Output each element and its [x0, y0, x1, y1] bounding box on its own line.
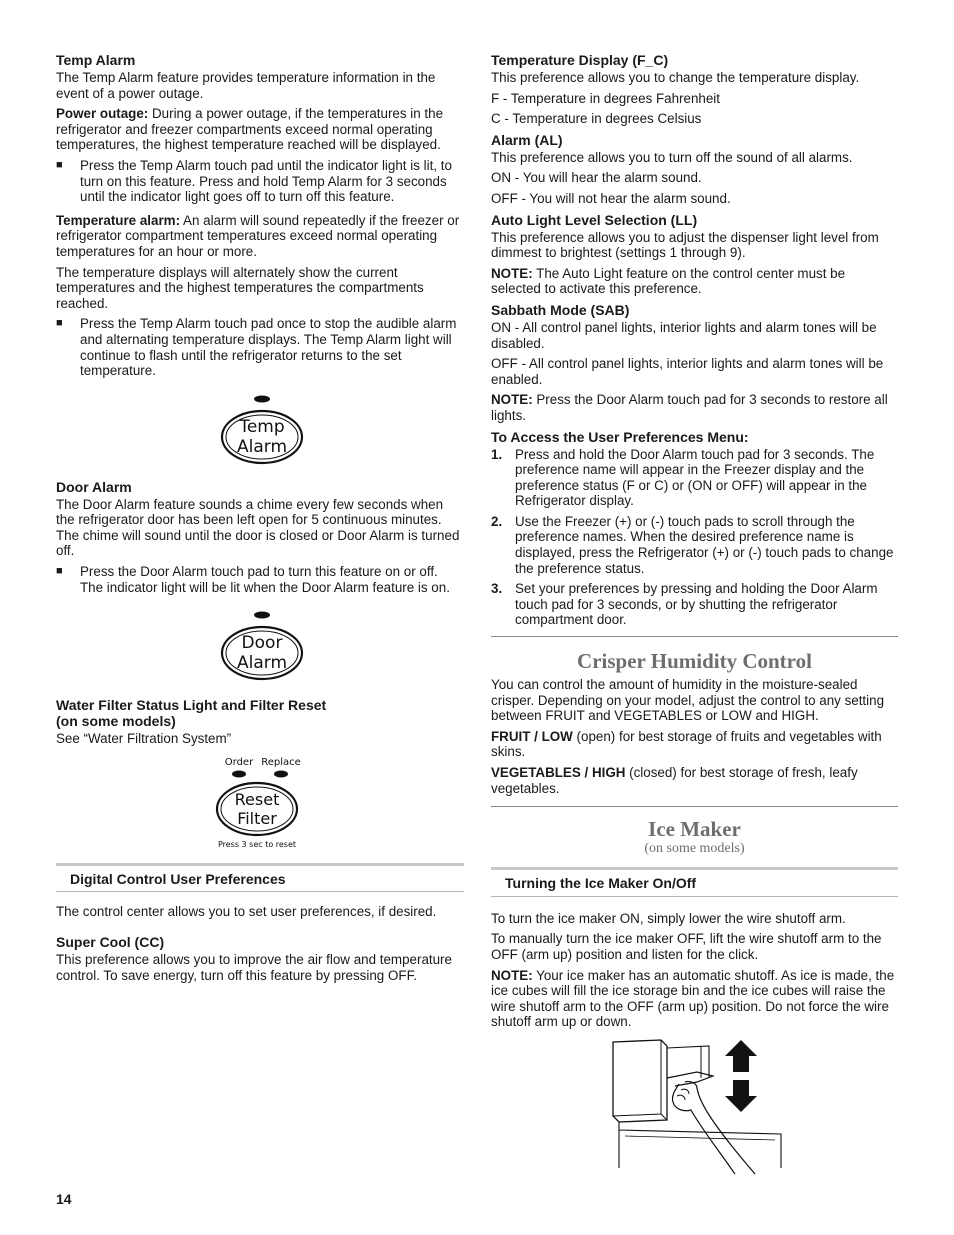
sabbath-on: ON - All control panel lights, interior lights and alarm tones will be disabled. — [491, 319, 877, 351]
sabbath-note — [491, 392, 898, 423]
digital-control-intro: The control center allows you to set user preferences, if desired. — [56, 904, 437, 920]
temp-alarm-pad-line1: Temp — [239, 416, 285, 437]
temp-alarm-heading: Temp Alarm — [56, 52, 136, 68]
access-step-1 — [491, 447, 898, 509]
temp-alarm-pad-icon — [210, 393, 310, 465]
reset-filter-pad-icon — [195, 755, 325, 851]
crisper-veg-text: (closed) for best storage of fresh, leafy vegetables. — [491, 765, 858, 796]
temperature-alarm-label: Temperature alarm: — [56, 212, 181, 228]
reset-pad-caption: Press 3 sec to reset — [217, 839, 297, 849]
page-number: 14 — [56, 1191, 72, 1207]
door-alarm-bullet: ■ Press the Door Alarm touch pad to turn this feature on or off. The indicator light will be lit when the Door Alarm feature is on. — [56, 564, 464, 595]
temperature-alarm-paragraph — [56, 213, 464, 260]
access-step-3-text: Set your preferences by pressing and holding the Door Alarm touch pad for 3 seconds, or by shutting the refrigerator compartment door. — [515, 581, 878, 628]
alarm-off: OFF - You will not hear the alarm sound. — [491, 190, 731, 206]
ice-maker-on-text: To turn the ice maker ON, simply lower the wire shutoff arm. — [491, 910, 846, 926]
temp-display-text: This preference allows you to change the temperature display. — [491, 70, 860, 85]
temp-alarm-pad-line2: Alarm — [236, 436, 288, 457]
access-step-2-number: 2. — [491, 513, 503, 529]
ice-maker-section-bar: Turning the Ice Maker On/Off — [491, 867, 898, 897]
door-alarm-pad-line2: Alarm — [236, 653, 288, 674]
door-alarm-intro: The Door Alarm feature sounds a chime every few seconds when the refrigerator door has been left open for 5 continuous minutes. The chime will sound until the door is closed or Door Alarm is turned off. — [56, 496, 460, 559]
ice-maker-title: Ice Maker — [648, 817, 741, 842]
sabbath-note-text: Press the Door Alarm touch pad for 3 seconds to restore all lights. — [491, 392, 888, 423]
water-filter-heading-line2: (on some models) — [56, 713, 176, 730]
crisper-veg-label: VEGETABLES / HIGH — [491, 765, 626, 780]
sabbath-heading: Sabbath Mode (SAB) — [491, 301, 630, 318]
temp-alarm-bullet-1: ■ Press the Temp Alarm touch pad until the indicator light is lit, to turn on this feature. Press and hold Temp Alarm for 3 seconds until the indicator light goes off to turn off this feature. — [56, 158, 464, 205]
crisper-intro: You can control the amount of humidity in the moisture-sealed crisper. Depending on your model, adjust the control to any setting between FRUIT and VEGETABLES or LOW and HIGH. — [491, 677, 885, 724]
temp-display-c: C - Temperature in degrees Celsius — [491, 111, 702, 127]
crisper-divider — [491, 636, 898, 637]
alternate-display-paragraph: The temperature displays will alternately show the current temperatures and the highest temperatures the compartments reached. — [56, 264, 424, 311]
access-step-1-number: 1. — [491, 446, 503, 462]
super-cool-heading: Super Cool (CC) — [56, 934, 165, 951]
access-menu-heading: To Access the User Preferences Menu: — [491, 428, 749, 445]
access-step-3 — [491, 581, 898, 628]
ice-maker-subtitle: (on some models) — [644, 841, 745, 857]
ice-maker-note-label: NOTE: — [491, 967, 533, 983]
replace-label: Replace — [261, 756, 301, 768]
water-filter-heading-line1: Water Filter Status Light and Filter Reset — [56, 697, 327, 714]
crisper-fruit — [491, 729, 898, 760]
crisper-title: Crisper Humidity Control — [577, 649, 812, 674]
ice-maker-divider — [491, 806, 898, 807]
access-step-3-number: 3. — [491, 581, 503, 597]
crisper-fruit-text: (open) for best storage of fruits and vegetables with skins. — [491, 728, 882, 760]
door-alarm-pad-line1: Door — [241, 633, 283, 654]
alarm-on: ON - You will hear the alarm sound. — [491, 170, 702, 186]
ice-maker-off-text: To manually turn the ice maker OFF, lift the wire shutoff arm to the OFF (arm up) position and listen for the click. — [491, 931, 882, 962]
auto-light-note-text: The Auto Light feature on the control center must be selected to activate this preference. — [491, 265, 846, 297]
sabbath-off: OFF - All control panel lights, interior lights and alarm tones will be enabled. — [491, 356, 884, 387]
alarm-text: This preference allows you to turn off the sound of all alarms. — [491, 149, 853, 165]
digital-control-section-bar: Digital Control User Preferences — [56, 863, 464, 893]
ice-maker-illustration — [605, 1038, 785, 1178]
crisper-fruit-label: FRUIT / LOW — [491, 728, 573, 744]
temp-alarm-intro: The Temp Alarm feature provides temperature information in the event of a power outage. — [56, 70, 436, 101]
temp-display-heading: Temperature Display (F_C) — [491, 52, 669, 68]
ice-maker-note-text: Your ice maker has an automatic shutoff. As ice is made, the ice cubes will fill the ice storage bin and the ice cubes will raise the wire shutoff arm to the OFF (arm up) position. Do not force the wire shutoff arm up or down. — [491, 967, 895, 1030]
order-label: Order — [224, 756, 254, 768]
access-step-1-text: Press and hold the Door Alarm touch pad for 3 seconds. The preference name will appear in the Freezer display and the preference status (F or C) or (ON or OFF) will appear in the Refrigerator display. — [515, 446, 875, 509]
auto-light-text: This preference allows you to adjust the dispenser light level from dimmest to brightest (settings 1 through 9). — [491, 229, 879, 261]
ice-maker-note — [491, 968, 898, 1030]
crisper-veg — [491, 765, 898, 796]
alarm-heading: Alarm (AL) — [491, 131, 563, 148]
temperature-alarm-text: An alarm will sound repeatedly if the freezer or refrigerator compartment temperatures exceed normal operating temperatures for an hour or more. — [56, 212, 460, 259]
temp-alarm-bullet-2: ■ Press the Temp Alarm touch pad once to stop the audible alarm and alternating temperature displays. The Temp Alarm light will continue to flash until the refrigerator returns to the set temperature. — [56, 316, 464, 378]
door-alarm-pad-icon — [210, 609, 310, 681]
power-outage-paragraph — [56, 106, 464, 153]
left-column — [56, 52, 464, 988]
access-step-2 — [491, 514, 898, 576]
sabbath-note-label: NOTE: — [491, 392, 533, 408]
power-outage-label: Power outage: — [56, 106, 149, 122]
water-filter-text: See “Water Filtration System” — [56, 731, 232, 747]
reset-pad-line1: Reset — [234, 789, 280, 809]
right-column — [491, 52, 898, 1178]
super-cool-text: This preference allows you to improve the air flow and temperature control. To save energy, turn off this feature by pressing OFF. — [56, 952, 452, 983]
auto-light-heading: Auto Light Level Selection (LL) — [491, 211, 698, 228]
power-outage-text: During a power outage, if the temperatures in the refrigerator and freezer compartments exceed normal operating temperatures, the highest temperature reached will be displayed. — [56, 106, 444, 153]
auto-light-note-label: NOTE: — [491, 265, 533, 281]
access-step-2-text: Use the Freezer (+) or (-) touch pads to scroll through the preference names. When the desired preference name is displayed, press the Refrigerator (+) or (-) touch pads to change the preference status. — [515, 513, 894, 576]
reset-pad-line2: Filter — [237, 808, 277, 828]
temp-display-f: F - Temperature in degrees Fahrenheit — [491, 90, 720, 106]
auto-light-note — [491, 266, 898, 297]
door-alarm-heading: Door Alarm — [56, 478, 132, 495]
